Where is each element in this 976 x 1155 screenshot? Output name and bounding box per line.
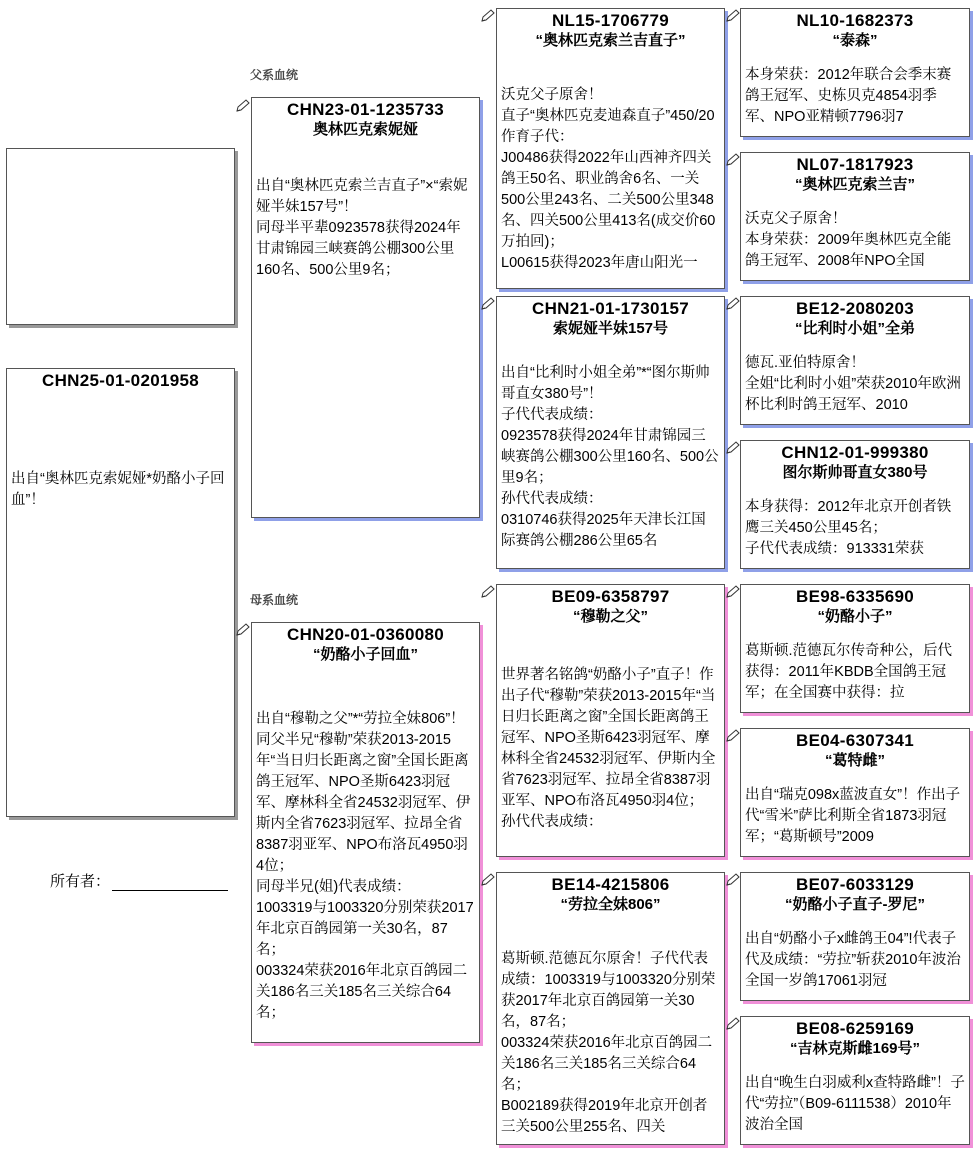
pigeon-description: 出自“比利时小姐全弟”*“图尔斯帅哥直女380号”！ 子代代表成绩： 0923578获得2024年甘肃锦园三峡赛鸽公棚300公里160名、500公里9名； 孙代代表成绩： 0310746获得2025年天津长江国际赛鸽公棚286公里65名	[501, 365, 719, 549]
pigeon-name: “奶酪小子回血”	[312, 646, 418, 663]
ssd-card[interactable]	[740, 152, 970, 281]
edit-pen-icon[interactable]	[725, 729, 741, 743]
sire-card[interactable]	[251, 97, 480, 518]
sdd-card[interactable]	[740, 440, 970, 569]
pigeon-description: 出自“奶酪小子x雌鸽王04”!代表子代及成绩：“劳拉”斩获2010年波治全国一岁鸽17061羽冠	[745, 931, 961, 989]
pigeon-description: 沃克父子原舍！ 直子“奥林匹克麦迪森直子”450/20作育子代： J00486获得2022年山西神齐四关鸽王50名、职业鸽舍6名、一关500公里243名、二关500公里348名、四关500公里413名(成交价60万拍回)； L00615获得2023年唐山阳光一	[501, 87, 716, 271]
pigeon-description: 本身获得：2012年北京开创者铁鹰三关450公里45名； 子代代表成绩：913331荣获	[745, 499, 952, 557]
ring-number: NL07-1817923	[796, 155, 914, 174]
edit-pen-icon[interactable]	[480, 297, 496, 311]
pigeon-name: 图尔斯帅哥直女380号	[782, 464, 928, 481]
edit-pen-icon[interactable]	[235, 99, 251, 113]
ring-number: CHN23-01-1235733	[287, 100, 444, 119]
sire-line-label: 父系血统	[250, 68, 299, 82]
edit-pen-icon[interactable]	[725, 297, 741, 311]
sds-card[interactable]	[740, 296, 970, 425]
ring-number: CHN25-01-0201958	[42, 371, 199, 390]
edit-pen-icon[interactable]	[725, 1017, 741, 1031]
pigeon-description: 沃克父子原舍！ 本身荣获：2009年奥林匹克全能鸽王冠军、2008年NPO全国	[745, 211, 952, 269]
pigeon-name: “泰森”	[832, 32, 878, 49]
pigeon-description: 出自“奥林匹克索妮娅*奶酪小子回血”！	[11, 471, 225, 508]
sss-card[interactable]	[740, 8, 970, 137]
ring-number: BE14-4215806	[551, 875, 670, 894]
pigeon-description: 葛斯顿.范德瓦尔原舍！子代代表成绩：1003319与1003320分别荣获2017年北京百鸽园第一关30名，87名； 003324荣获2016年北京百鸽园二关186名三关185名三关综合64名； B002189获得2019年北京开创者三关500公里255名、四关	[501, 951, 716, 1135]
pigeon-name: 奥林匹克索妮娅	[312, 121, 418, 138]
pigeon-name: “奥林匹克索兰吉”	[794, 176, 915, 193]
pigeon-description: 本身荣获：2012年联合会季末赛鸽王冠军、史栋贝克4854羽季军、NPO亚精顿7796羽7	[745, 67, 952, 125]
ring-number: CHN12-01-999380	[781, 443, 929, 462]
ring-number: NL10-1682373	[796, 11, 914, 30]
ring-number: BE04-6307341	[796, 731, 914, 750]
pigeon-description: 葛斯顿.范德瓦尔传奇种公，后代获得：2011年KBDB全国鸽王冠军；在全国赛中获得：拉	[745, 643, 953, 701]
dam-card[interactable]	[251, 622, 480, 1043]
edit-pen-icon[interactable]	[480, 873, 496, 887]
subject-card[interactable]	[6, 368, 235, 817]
sire-dam-card[interactable]	[496, 296, 725, 569]
pigeon-description: 出自“奥林匹克索兰吉直子”×“索妮娅半妹157号”！ 同母半平辈0923578获得2024年甘肃锦园三峡赛鸽公棚300公里160名、500公里9名；	[256, 178, 468, 278]
edit-pen-icon[interactable]	[725, 873, 741, 887]
edit-pen-icon[interactable]	[480, 585, 496, 599]
dam-sire-card[interactable]	[496, 584, 725, 857]
dds-card[interactable]	[740, 872, 970, 1001]
dsd-card[interactable]	[740, 728, 970, 857]
owner-label: 所有者：	[50, 873, 111, 890]
pigeon-name: “葛特雌”	[824, 752, 885, 769]
pigeon-description: 出自“晚生白羽威利x查特路雌”！子代“劳拉”（B09-6111538）2010年波治全国	[745, 1075, 965, 1133]
ring-number: BE08-6259169	[796, 1019, 914, 1038]
edit-pen-icon[interactable]	[725, 585, 741, 599]
edit-pen-icon[interactable]	[725, 153, 741, 167]
dss-card[interactable]	[740, 584, 970, 713]
ring-number: BE09-6358797	[551, 587, 670, 606]
ring-number: BE12-2080203	[796, 299, 914, 318]
edit-pen-icon[interactable]	[235, 623, 251, 637]
dam-line-label: 母系血统	[250, 593, 299, 607]
pigeon-name: “奶酪小子直子-罗尼”	[785, 896, 925, 913]
owner-line	[112, 876, 228, 891]
edit-pen-icon[interactable]	[725, 9, 741, 23]
owner-field[interactable]	[50, 870, 228, 891]
pigeon-description: 出自“穆勒之父”*“劳拉全妹806”！ 同父半兄“穆勒”荣获2013-2015年“当日归长距离之窗”全国长距离鸽王冠军、NPO圣斯6423羽冠军、摩林科全省24532羽冠军、伊斯内全省7623羽冠军、拉昂全省8387羽亚军、NPO布洛瓦4950羽4位； 同母半兄(姐)代表成绩： 1003319与1003320分别荣获2017年北京百鸽园第一关30名，87名； 003324荣获2016年北京百鸽园二关186名三关185名三关综合64名；	[256, 711, 474, 1021]
dam-dam-card[interactable]	[496, 872, 725, 1145]
ring-number: BE98-6335690	[796, 587, 914, 606]
pigeon-description: 世界著名铭鸽“奶酪小子”直子！作出子代“穆勒”荣获2013-2015年“当日归长距离之窗”全国长距离鸽王冠军、NPO圣斯6423羽冠军、摩林科全省24532羽冠军、伊斯内全省7623羽冠军、拉昂全省8387羽亚军、NPO布洛瓦4950羽4位； 孙代代表成绩：	[501, 667, 716, 830]
pigeon-name: “奶酪小子”	[817, 608, 893, 625]
ring-number: BE07-6033129	[796, 875, 914, 894]
pigeon-name: “穆勒之父”	[572, 608, 648, 625]
pigeon-description: 出自“瑞克098x蓝波直女”！作出子代“雪米”萨比利斯全省1873羽冠军；“葛斯顿号”2009	[745, 787, 961, 845]
edit-pen-icon[interactable]	[725, 441, 741, 455]
pigeon-name: 索妮娅半妹157号	[552, 320, 669, 337]
pigeon-name: “吉林克斯雌169号”	[789, 1040, 921, 1057]
pigeon-name: “劳拉全妹806”	[560, 896, 661, 913]
pigeon-description: 德瓦.亚伯特原舍！ 全姐“比利时小姐”荣获2010年欧洲杯比利时鸽王冠军、2010	[745, 355, 961, 413]
ddd-card[interactable]	[740, 1016, 970, 1145]
ring-number: CHN21-01-1730157	[532, 299, 689, 318]
photo-box	[6, 148, 235, 325]
ring-number: NL15-1706779	[551, 11, 669, 30]
pigeon-name: “比利时小姐”全弟	[794, 320, 915, 337]
sire-sire-card[interactable]	[496, 8, 725, 289]
edit-pen-icon[interactable]	[480, 9, 496, 23]
ring-number: CHN20-01-0360080	[287, 625, 444, 644]
pigeon-name: “奥林匹克索兰吉直子”	[535, 32, 686, 49]
